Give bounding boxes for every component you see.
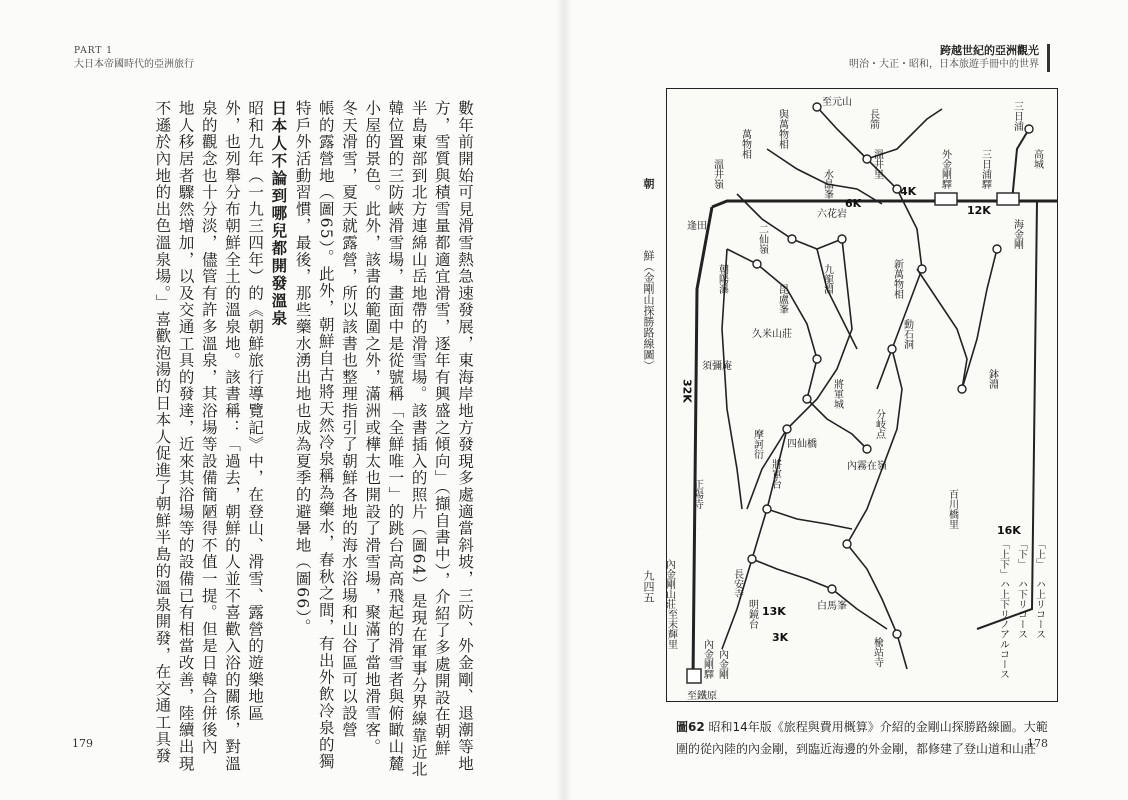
map-node xyxy=(863,445,871,453)
place-label: 久米山莊 xyxy=(752,329,792,340)
place-label: 至元山 xyxy=(822,97,852,108)
railway-line xyxy=(693,207,712,679)
distance-label: 13K xyxy=(762,605,786,618)
place-label: 長箭 xyxy=(867,109,879,129)
book-subtitle: 明治・大正・昭和，日本旅遊手冊中的世界 xyxy=(849,59,1039,70)
map-node xyxy=(958,385,966,393)
map-node xyxy=(783,425,791,433)
legend-desc: ハ下リコース xyxy=(1015,579,1027,639)
station-icon xyxy=(997,193,1019,205)
place-label: 內金剛山莊 xyxy=(663,559,675,609)
book-gutter xyxy=(556,0,572,800)
distance-label: 3K xyxy=(772,631,789,644)
route-map-drawing xyxy=(663,89,1057,702)
legend-desc: ハ上下リノアルコース xyxy=(997,579,1009,679)
caption-label: 圖62 xyxy=(676,720,705,734)
sidebar-country: 朝 xyxy=(642,178,655,189)
distance-label: 6K xyxy=(845,197,862,210)
place-label: 毘盧峯 xyxy=(776,284,788,314)
place-label: 內霧在嶺 xyxy=(847,461,887,472)
place-label: 分岐点 xyxy=(873,409,885,439)
map-node xyxy=(888,345,896,353)
part-subtitle: 大日本帝國時代的亞洲旅行 xyxy=(74,59,194,70)
place-label: 朝陽瀑 xyxy=(716,264,728,294)
text-column: 不遜於內地的出色溫泉場。」喜歡泡湯的日本人促進了朝鮮半島的溫泉開發，在交通工具發 xyxy=(153,100,172,765)
sidebar-page-kanji: 九四五 xyxy=(642,570,655,603)
place-label: 動石洞 xyxy=(901,319,913,349)
map-node xyxy=(803,395,811,403)
left-page-number: 179 xyxy=(72,737,93,750)
place-label: 高城 xyxy=(1031,149,1043,169)
place-label: 新萬物相 xyxy=(891,259,903,299)
text-column: 地人移居者驟然增加，以及交通工具的發達，近來其浴場等的設備已有相當改善，陸續出現 xyxy=(176,100,195,772)
place-label: 九龍淵 xyxy=(821,264,833,294)
map-node xyxy=(863,155,871,163)
place-label: 摩訶衍 xyxy=(751,429,763,459)
body-text xyxy=(150,100,476,778)
map-node xyxy=(1025,125,1033,133)
place-label: 內金剛驛 xyxy=(701,639,713,679)
map-node xyxy=(918,265,926,273)
distance-label: 16K xyxy=(997,524,1021,537)
map-node xyxy=(813,355,821,363)
text-column: 昭和九年（一九三四年）的《朝鮮旅行導覽記》中，在登山、滑雪、露營的遊樂地區 xyxy=(246,100,265,722)
right-page-number: 178 xyxy=(1027,737,1048,750)
map-node xyxy=(813,103,821,111)
place-label: 四仙橋 xyxy=(787,439,817,450)
place-label: 正陽寺 xyxy=(691,479,703,509)
book-title: 跨越世紀的亞洲觀光 xyxy=(940,44,1039,57)
place-label: 鉢淵 xyxy=(986,369,998,389)
place-label: 六花岩 xyxy=(817,209,847,220)
place-label: 內金剛 xyxy=(716,649,728,679)
map-node xyxy=(748,555,756,563)
map-node xyxy=(893,630,901,638)
map-node xyxy=(838,235,846,243)
text-column: 數年前開始可見滑雪熱急速發展，東海岸地方發現多處適當斜坡，三防、外金剛、退潮等地 xyxy=(456,100,474,772)
distance-label: 4K xyxy=(900,185,917,198)
place-label: 溫井里 xyxy=(871,149,883,179)
legend-mark: 「上下」 xyxy=(997,539,1009,579)
sidebar-map-title: 鮮（金剛山探勝路線圖） xyxy=(642,250,655,371)
place-label: 楡站寺 xyxy=(871,637,883,667)
distance-label: 12K xyxy=(967,204,991,217)
figure-caption xyxy=(676,716,1056,760)
map-legend xyxy=(998,539,1046,679)
place-label: 逢田 xyxy=(687,221,707,232)
text-column: 外，也列舉分布朝鮮全土的溫泉地。該書稱：「過去，朝鮮的人並不喜歡入浴的關係，對溫 xyxy=(222,100,241,772)
text-column: 特戶外活動習慣，最後，那些藥水湧出地也成為夏季的避暑地（圖66）。 xyxy=(293,100,312,636)
place-label: 外金剛驛 xyxy=(939,149,951,189)
legend-desc: ハ上リコース xyxy=(1033,579,1045,639)
legend-mark: 「下」 xyxy=(1015,539,1027,569)
railway-line xyxy=(1012,129,1029,201)
text-column: 方，雪質與積雪量都適宜滑雪，逐年有興盛之傾向」（擷自書中），介紹了多處開設在朝鮮 xyxy=(432,100,451,757)
kumgangsan-route-map xyxy=(663,88,1058,702)
station-icon xyxy=(687,669,701,683)
place-label: 至鐵原 xyxy=(687,691,717,702)
text-column: 小屋的景色。此外，該書的範圍之外，滿洲或樺太也開設了滑雪場，聚滿了當地滑雪客。 xyxy=(363,100,382,756)
section-heading: 日本人不論到哪兒都開發溫泉 xyxy=(269,100,289,328)
place-label: 白馬峯 xyxy=(817,601,847,612)
place-label: 須彌庵 xyxy=(702,361,732,372)
place-label: 三日浦驛 xyxy=(979,149,991,189)
place-label: 海金剛 xyxy=(1011,219,1023,249)
place-label: 三日浦 xyxy=(1011,101,1023,131)
place-label: 百川橋里 xyxy=(946,489,958,529)
map-node xyxy=(828,585,836,593)
distance-label: 32K xyxy=(680,379,694,403)
text-column: 冬天滑雪，夏天就露營，所以該書也整理指引了朝鮮各地的海水浴場和山谷區可以設營 xyxy=(339,100,358,739)
map-node xyxy=(753,260,761,268)
text-column: 泉的觀念也十分淡，儘管有許多溫泉，其浴場等設備簡陋得不值一提。但是日韓合併後內 xyxy=(199,100,218,756)
text-column: 韓位置的三防峽滑雪場，畫面中是從號稱「全鮮唯一」的跳台高高飛起的滑雪者與俯瞰山麓 xyxy=(386,100,405,772)
map-node xyxy=(993,245,1001,253)
place-label: 水晶峯 xyxy=(821,169,833,199)
map-node xyxy=(843,540,851,548)
text-column: 半島東部到北方連綿山岳地帶的滑雪場。該書插入的照片（圖64）是現在軍事分界線靠近北 xyxy=(409,100,428,778)
station-icon xyxy=(935,193,957,205)
place-label: 溫井嶺 xyxy=(711,159,723,189)
map-node xyxy=(788,235,796,243)
place-label: 至末輝里 xyxy=(665,609,677,649)
place-label: 與萬物相 xyxy=(776,109,788,149)
place-label: 將軍台 xyxy=(769,459,781,489)
map-node xyxy=(763,505,771,513)
text-column: 帳的露營地（圖65）。此外，朝鮮自古將天然冷泉稱為藥水，春秋之間，有出外飲冷泉的獨 xyxy=(316,100,335,770)
place-label: 將軍城 xyxy=(831,379,843,409)
place-label: 明鏡台 xyxy=(746,599,758,629)
place-label: 長安寺 xyxy=(731,569,743,599)
part-label: PART 1 xyxy=(74,46,113,56)
legend-mark: 「上」 xyxy=(1033,539,1045,569)
right-running-header xyxy=(849,44,1050,72)
caption-text: 昭和14年版《旅程與費用概算》介紹的金剛山探勝路線圖。大範圍的從內陸的內金剛，到臨近海邊的外金剛，都修建了登山道和山莊 xyxy=(676,720,1048,756)
place-label: 萬物相 xyxy=(739,129,751,159)
left-running-header xyxy=(74,44,194,72)
place-label: 二仙嶺 xyxy=(756,224,768,254)
